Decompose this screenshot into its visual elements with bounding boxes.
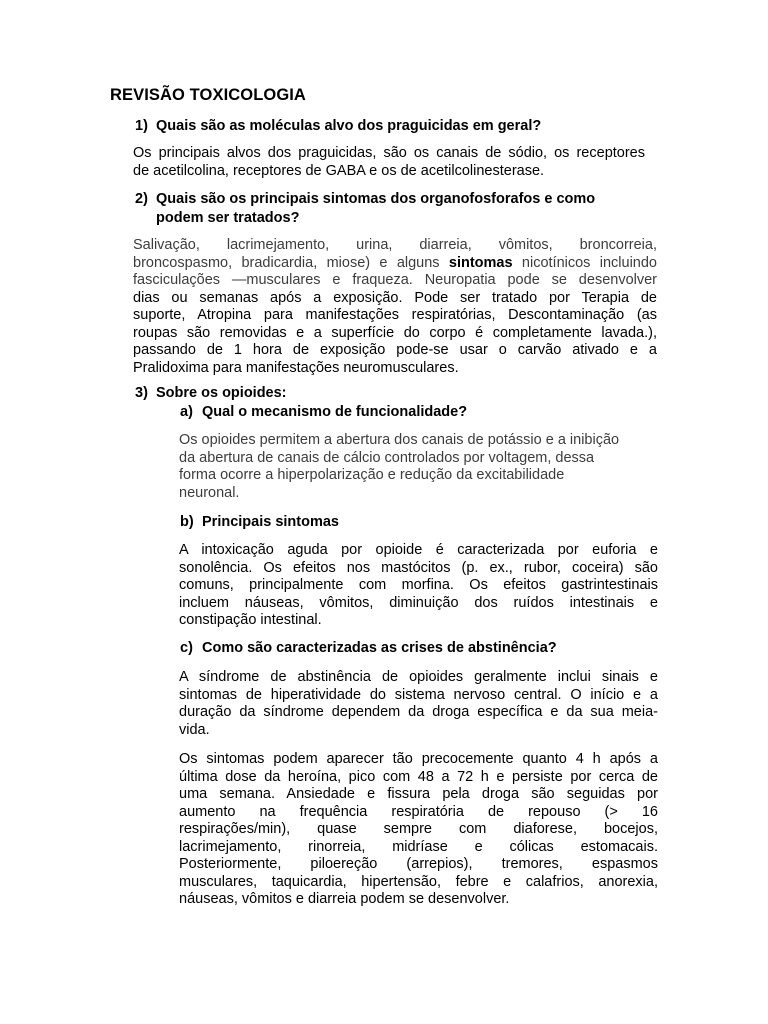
answer-2-line: roupas são removidas e a superfície do corpo é completamente lavada.), bbox=[133, 324, 657, 341]
question-3c bbox=[180, 639, 660, 658]
answer-3a-line: forma ocorre a hiperpolarização e redução da excitabilidade bbox=[179, 467, 565, 483]
answer-3c-line: Os sintomas podem aparecer tão precocemente quanto 4 h após a bbox=[179, 751, 658, 767]
question-3-text: Sobre os opioides: bbox=[156, 385, 287, 401]
answer-3b-line: constipação intestinal. bbox=[179, 612, 322, 628]
answer-3c-line: musculares, taquicardia, hipertensão, febre e calafrios, anorexia, bbox=[179, 873, 658, 890]
question-3b-number: b) bbox=[180, 514, 194, 530]
question-1-text: Quais são as moléculas alvo dos praguicidas em geral? bbox=[156, 118, 542, 134]
answer-3c-line: última dose da heroína, pico com 48 a 72 h e persiste por cerca de bbox=[179, 768, 658, 785]
question-1-number: 1) bbox=[135, 118, 148, 134]
question-2-line: Quais são os principais sintomas dos organofosforafos e como bbox=[156, 191, 596, 207]
question-2 bbox=[135, 190, 655, 228]
answer-3c-line: duração da síndrome dependem da droga específica e da sua meia- bbox=[179, 704, 658, 720]
answer-3c-paragraph-1 bbox=[179, 669, 658, 739]
answer-2-line-start: broncospasmo, bradicardia, miose) e alguns bbox=[133, 254, 449, 271]
answer-3c-line: respirações/min), quase sempre com diaforese, bocejos, bbox=[179, 821, 658, 837]
answer-2-line: suporte, Atropina para manifestações respiratórias, Descontaminação (as bbox=[133, 307, 657, 323]
answer-3a bbox=[179, 432, 649, 502]
question-2-line: podem ser tratados? bbox=[156, 210, 300, 226]
answer-2-line-tail: nicotínicos incluindo bbox=[512, 254, 657, 271]
answer-2 bbox=[133, 237, 657, 377]
answer-1-line: de acetilcolina, receptores de GABA e os de acetilcolinesterase. bbox=[133, 162, 545, 179]
answer-3a-line: neuronal. bbox=[179, 484, 240, 501]
question-3c-text: Como são caracterizadas as crises de abstinência? bbox=[202, 640, 557, 656]
answer-1-line: Os principais alvos dos praguicidas, são os canais de sódio, os receptores bbox=[133, 145, 645, 161]
question-3-number: 3) bbox=[135, 385, 148, 401]
answer-3c-line: A síndrome de abstinência de opioides geralmente inclui sinais e bbox=[179, 669, 658, 685]
answer-3c-line: sintomas de hiperatividade do sistema nervoso central. O início e a bbox=[179, 686, 658, 703]
answer-3b-line: comuns, principalmente com morfina. Os efeitos gastrintestinais bbox=[179, 577, 658, 593]
answer-2-line: passando de 1 hora de exposição pode-se usar o carvão ativado e a bbox=[133, 342, 657, 358]
question-3a-number: a) bbox=[180, 404, 193, 420]
answer-3a-line: Os opioides permitem a abertura dos canais de potássio e a inibição bbox=[179, 432, 620, 448]
answer-3c-paragraph-2 bbox=[179, 751, 658, 909]
answer-3c-line: náuseas, vômitos e diarreia podem se desenvolver. bbox=[179, 891, 510, 907]
answer-3b-line: incluem náuseas, vômitos, diminuição dos ruídos intestinais e bbox=[179, 594, 658, 611]
question-3b bbox=[180, 513, 660, 532]
question-3a-text: Qual o mecanismo de funcionalidade? bbox=[202, 404, 468, 420]
answer-3c-line: aumento na frequência respiratória de repouso (> 16 bbox=[179, 803, 658, 820]
question-3c-number: c) bbox=[180, 640, 193, 656]
answer-3c-line: vida. bbox=[179, 721, 210, 738]
answer-1 bbox=[133, 145, 645, 180]
answer-2-line: Salivação, lacrimejamento, urina, diarreia, vômitos, broncorreia, bbox=[133, 237, 657, 253]
answer-2-line-with-bold bbox=[133, 255, 657, 273]
question-2-number: 2) bbox=[135, 191, 148, 207]
answer-2-bold-word: sintomas bbox=[448, 254, 513, 271]
answer-2-line: fasciculações —musculares e fraqueza. Neuropatia pode se desenvolver bbox=[133, 272, 657, 288]
answer-3c-line: Posteriormente, piloereção (arrepios), tremores, espasmos bbox=[179, 856, 658, 872]
answer-3b bbox=[179, 542, 658, 630]
question-3b-text: Principais sintomas bbox=[202, 514, 339, 530]
answer-2-line: Pralidoxima para manifestações neuromusculares. bbox=[133, 359, 459, 376]
answer-3c-line: uma semana. Ansiedade e fissura pela droga são seguidas por bbox=[179, 786, 658, 802]
answer-3b-line: sonolência. Os efeitos nos mastócitos (p. ex., rubor, coceira) são bbox=[179, 559, 658, 576]
question-3a bbox=[180, 403, 660, 422]
answer-3b-line: A intoxicação aguda por opioide é caracterizada por euforia e bbox=[179, 542, 658, 558]
answer-3a-line: da abertura de canais de cálcio controlados por voltagem, dessa bbox=[179, 449, 595, 466]
question-1 bbox=[135, 117, 655, 136]
question-3 bbox=[135, 384, 655, 403]
document-title: REVISÃO TOXICOLOGIA bbox=[110, 86, 306, 104]
answer-2-line: dias ou semanas após a exposição. Pode ser tratado por Terapia de bbox=[133, 289, 657, 306]
answer-3c-line: lacrimejamento, rinorreia, midríase e cólicas estomacais. bbox=[179, 838, 658, 855]
